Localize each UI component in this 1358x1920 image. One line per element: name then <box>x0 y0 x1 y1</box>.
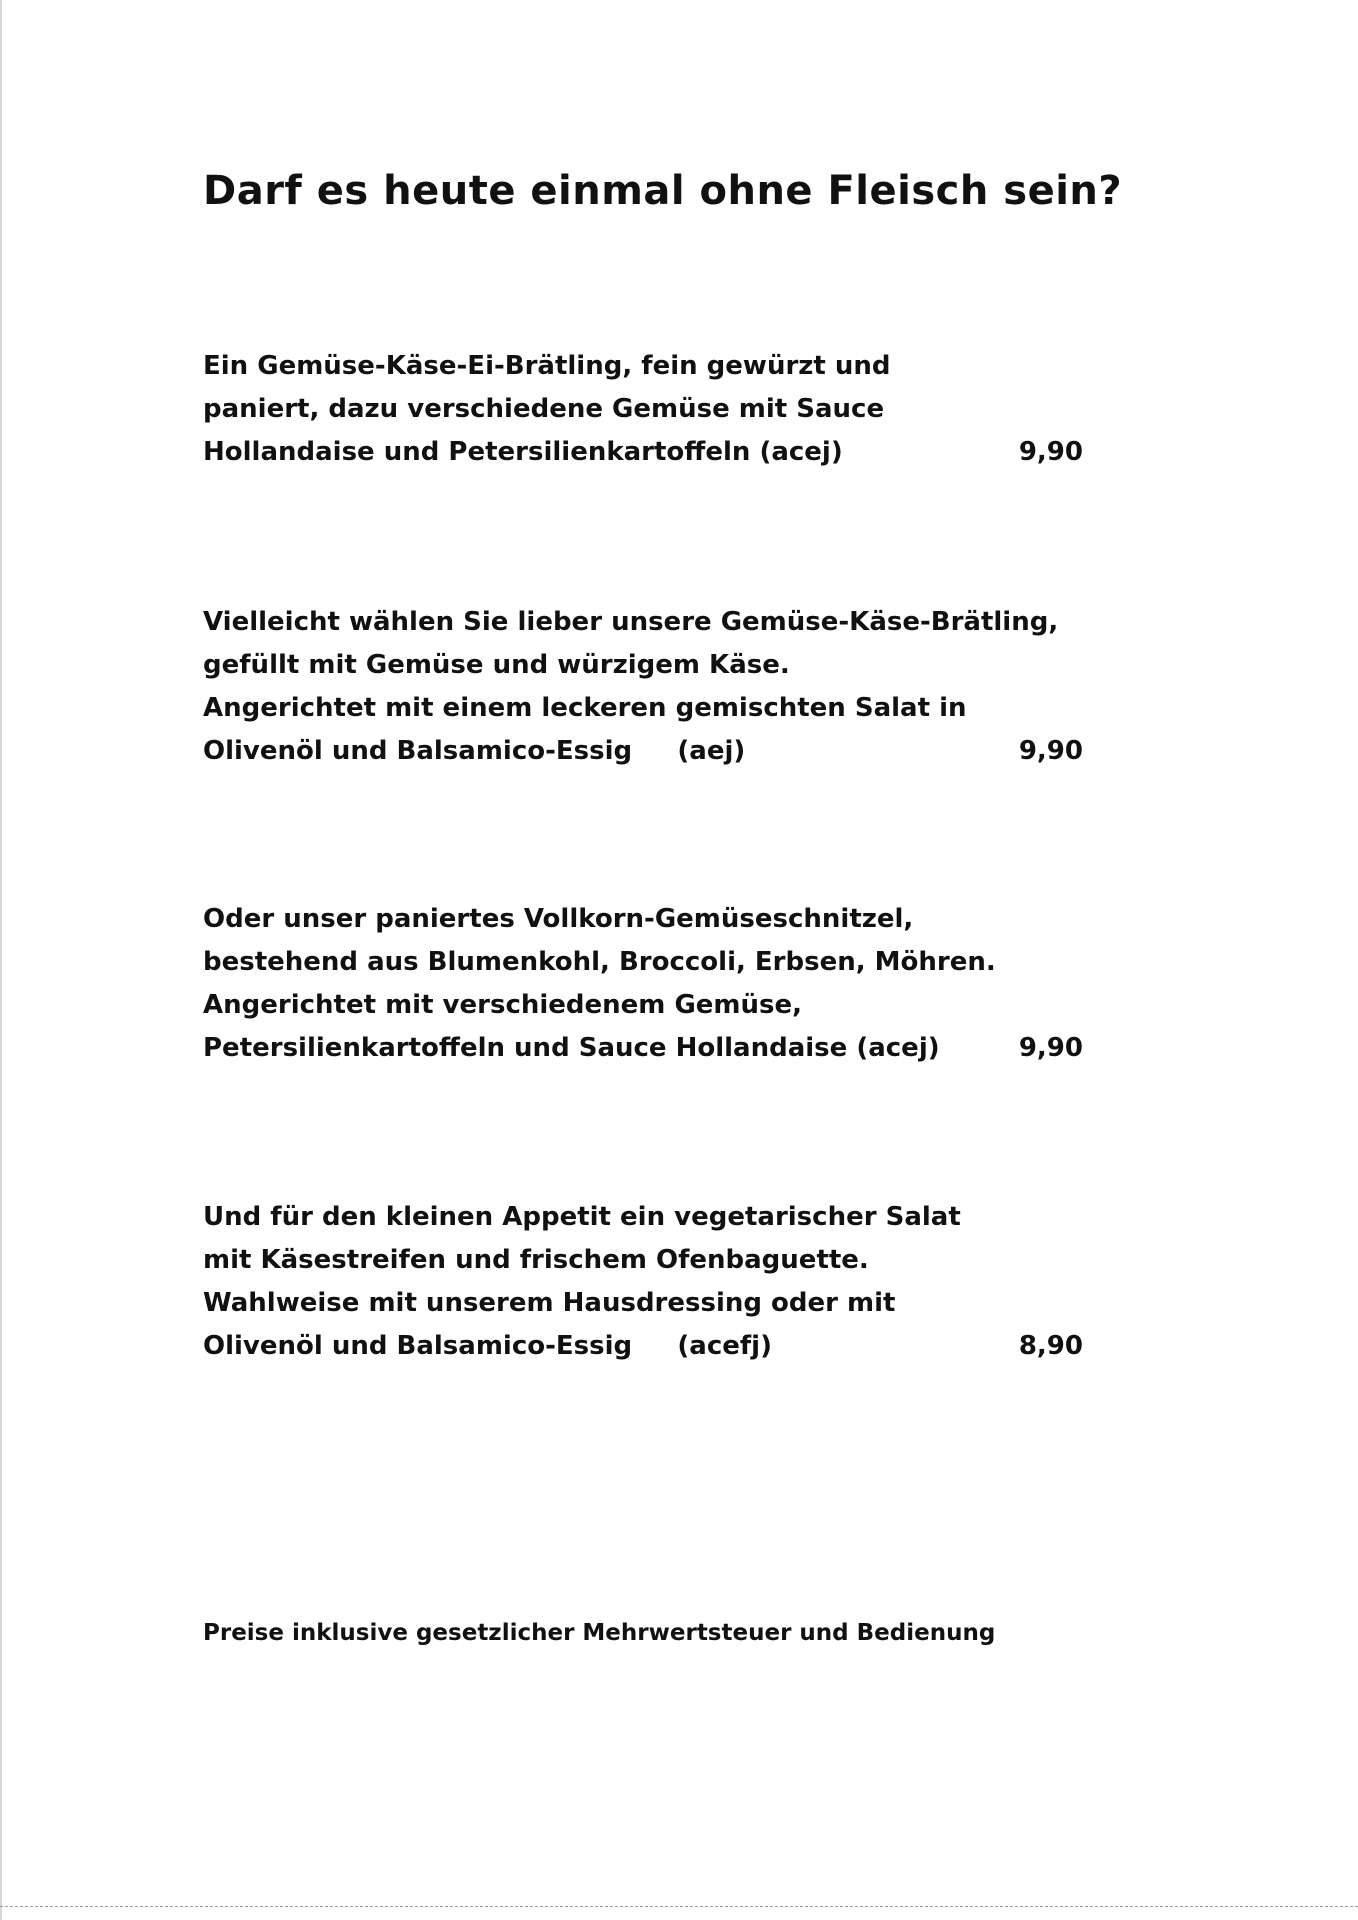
menu-item-description-line: Ein Gemüse-Käse-Ei-Brätling, fein gewürzt und <box>203 351 891 381</box>
menu-item-description-line: Olivenöl und Balsamico-Essig (aej) <box>203 736 746 766</box>
menu-item-description-line: mit Käsestreifen und frischem Ofenbaguette. <box>203 1245 869 1275</box>
menu-item-description-line: paniert, dazu verschiedene Gemüse mit Sauce <box>203 394 885 424</box>
menu-item-description-line: bestehend aus Blumenkohl, Broccoli, Erbsen, Möhren. <box>203 947 996 977</box>
menu-item-price: 9,90 <box>1018 1033 1083 1063</box>
menu-item-description-line: Angerichtet mit verschiedenem Gemüse, <box>203 990 803 1020</box>
menu-item-description-line: Olivenöl und Balsamico-Essig (acefj) <box>203 1331 772 1361</box>
menu-item-description-line: Petersilienkartoffeln und Sauce Hollandaise (acej) <box>203 1033 940 1063</box>
menu-item <box>203 898 1083 1070</box>
scan-edge-left <box>0 0 2 1920</box>
menu-item-price: 8,90 <box>1018 1331 1083 1361</box>
menu-item-description-line: Wahlweise mit unserem Hausdressing oder mit <box>203 1288 896 1318</box>
menu-item-description-line: Hollandaise und Petersilienkartoffeln (acej) <box>203 437 843 467</box>
menu-item <box>203 601 1083 773</box>
scan-edge-bottom <box>0 1906 1358 1908</box>
menu-item-price: 9,90 <box>1018 437 1083 467</box>
menu-item-description-line: gefüllt mit Gemüse und würzigem Käse. <box>203 650 790 680</box>
page-title: Darf es heute einmal ohne Fleisch sein? <box>203 168 1123 214</box>
menu-item <box>203 1196 1083 1368</box>
menu-item-description-line: Oder unser paniertes Vollkorn-Gemüseschnitzel, <box>203 904 914 934</box>
menu-item-description-line: Vielleicht wählen Sie lieber unsere Gemüse-Käse-Brätling, <box>203 607 1059 637</box>
price-footnote: Preise inklusive gesetzlicher Mehrwertsteuer und Bedienung <box>203 1620 996 1646</box>
menu-item <box>203 345 1083 474</box>
menu-item-description-line: Und für den kleinen Appetit ein vegetarischer Salat <box>203 1202 961 1232</box>
menu-item-description-line: Angerichtet mit einem leckeren gemischten Salat in <box>203 693 967 723</box>
menu-item-price: 9,90 <box>1018 736 1083 766</box>
